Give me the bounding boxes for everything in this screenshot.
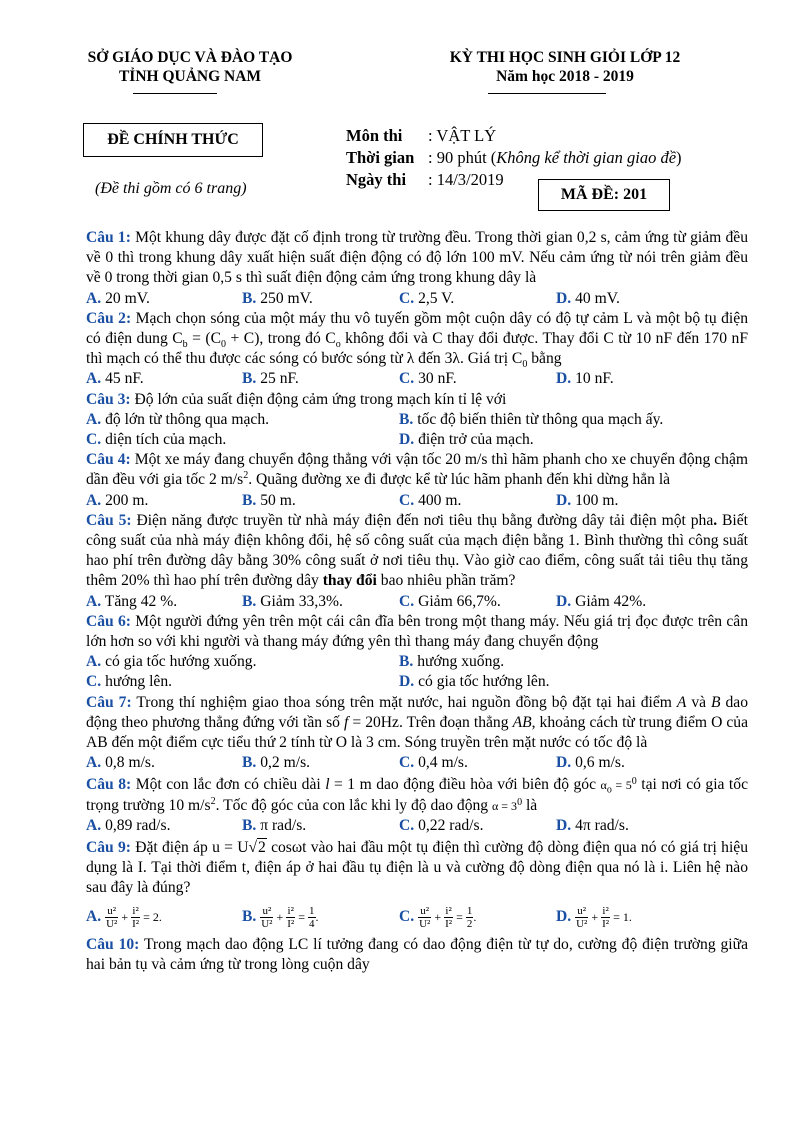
answer-options-3a: [86, 410, 748, 430]
exam-code-box: [538, 179, 670, 211]
option-c[interactable]: C. 0,4 m/s.: [399, 754, 468, 772]
alpha-formula: $\alpha = 3^0$: [492, 796, 523, 813]
option-b[interactable]: B. 25 nF.: [242, 370, 299, 388]
question-5: Câu 5: Điện năng được truyền từ nhà máy điện đến nơi tiêu thụ bằng đường dây tải điện một pha. Biết công suất của nhà máy điện không đổi, hệ số công suất của mạch điện bằng 1. Bình thường thì công suất hao phí trên đường dây bằng 30% công suất ở nơi tiêu thụ. Vào giờ cao điểm, công suất tải tiêu thụ tăng thêm 20% thì hao phí trên đường dây thay đổi bao nhiêu phần trăm?: [86, 511, 749, 590]
option-a[interactable]: A. có gia tốc hướng xuống.: [86, 653, 257, 671]
answer-options-1: [86, 289, 748, 309]
date-label: Ngày thi: [346, 170, 407, 189]
answer-options-8: [86, 816, 748, 836]
option-c[interactable]: C. Giảm 66,7%.: [399, 592, 501, 610]
option-d[interactable]: D. Giảm 42%.: [556, 592, 647, 610]
pages-note: (Đề thi gồm có 6 trang): [95, 180, 247, 197]
exam-title: KỲ THI HỌC SINH GIỎI LỚP 12: [449, 49, 681, 66]
question-10: Câu 10: Trong mạch dao động LC lí tưởng đang có dao động điện từ tự do, cường độ điện trường giữa hai bản tụ và cảm ứng từ trong lòng cuộn dây: [86, 935, 748, 973]
option-b[interactable]: B. 250 mV.: [242, 289, 313, 307]
option-a[interactable]: A. 45 nF.: [86, 370, 144, 388]
question-number: Câu 8:: [86, 776, 132, 794]
answer-options-5: [86, 592, 748, 612]
question-number: Câu 1:: [86, 229, 131, 246]
question-number: Câu 7:: [86, 693, 132, 711]
question-1: [86, 228, 748, 289]
option-c[interactable]: C. diện tích của mạch.: [86, 430, 227, 448]
option-b[interactable]: B. hướng xuống.: [399, 653, 505, 671]
option-a[interactable]: A. 20 mV.: [86, 289, 150, 307]
option-d[interactable]: D. 4π rad/s.: [556, 816, 629, 834]
question-number: Câu 2:: [86, 309, 132, 327]
answer-options-9: [86, 899, 748, 935]
official-exam-box: [83, 123, 263, 157]
answer-options-2: [86, 369, 748, 389]
date-row: [346, 170, 504, 190]
option-d[interactable]: D. 40 mV.: [556, 289, 620, 307]
exam-underline: [488, 93, 606, 94]
official-label: ĐỀ CHÍNH THỨC: [107, 131, 239, 148]
date-value: : 14/3/2019: [428, 170, 504, 189]
sqrt-symbol: √: [248, 838, 258, 856]
option-d[interactable]: D. $\frac{\text{u²}}{\text{U²}}$ + $\frac{\text{i²}}{\text{I²}}$ = 1.: [556, 904, 632, 930]
question-4: Câu 4: Một xe máy đang chuyển động thẳng với vận tốc 20 m/s thì hãm phanh cho xe chuyển động chậm dần đều với gia tốc 2 $m/s^2$. Quãng đường xe đi được kể từ lúc hãm phanh đến khi dừng hẳn là: [86, 451, 748, 489]
question-7: Câu 7: Trong thí nghiệm giao thoa sóng trên mặt nước, hai nguồn đồng bộ đặt tại hai điểm A và B dao động theo phương thẳng đứng với tần số f = 20Hz. Trên đoạn thẳng AB, khoảng cách từ trung điểm O của AB đến một điểm cực tiểu thứ 2 tính từ O là 3 cm. Sóng truyền trên mặt nước có tốc độ là: [86, 693, 749, 751]
option-c[interactable]: C. 30 nF.: [399, 370, 457, 388]
answer-options-6a: [86, 652, 748, 672]
option-c[interactable]: C. $\frac{\text{u²}}{\text{U²}}$ + $\frac{\text{i²}}{\text{I²}}$ = $\frac{1}{2}$ .: [399, 904, 477, 930]
department-underline: [133, 93, 217, 94]
option-b[interactable]: B. tốc độ biến thiên từ thông qua mạch ấy.: [399, 410, 664, 428]
answer-options-6b: [86, 672, 748, 692]
option-a[interactable]: A. 0,8 m/s.: [86, 754, 155, 772]
alpha0-formula: $\alpha_o = 5^0$: [600, 776, 637, 796]
time-label: Thời gian: [346, 148, 415, 167]
time-note: Không kể thời gian giao đề: [496, 148, 677, 167]
exam-code: MÃ ĐỀ: 201: [560, 186, 648, 203]
option-c[interactable]: C. 400 m.: [399, 491, 462, 509]
time-close: ): [676, 148, 682, 167]
option-d[interactable]: D. 0,6 m/s.: [556, 754, 625, 772]
option-d[interactable]: D. điện trở của mạch.: [399, 430, 534, 448]
question-number: Câu 9:: [86, 838, 131, 856]
time-value: : 90 phút (: [428, 148, 497, 167]
school-year: Năm học 2018 - 2019: [496, 68, 634, 85]
option-d[interactable]: D. 100 m.: [556, 491, 619, 509]
question-text: Một khung dây được đặt cố định trong từ trường đều. Trong thời gian 0,2 s, cảm ứng từ giảm đều về 0 thì trong khung dây xuất hiện suất điện động có độ lớn 100 mV. Nếu cảm ứng từ nói trên giảm đều về 0 trong thời gian 0,5 s thì suất điện động cảm ứng trong khung dây là: [86, 229, 748, 287]
sqrt-radicand: 2: [258, 838, 266, 856]
questions: [86, 228, 748, 975]
option-a[interactable]: A. độ lớn từ thông qua mạch.: [86, 410, 270, 428]
subject-label: Môn thi: [346, 126, 403, 145]
option-a[interactable]: A. 200 m.: [86, 491, 149, 509]
option-c[interactable]: C. 2,5 V.: [399, 289, 455, 307]
question-3: Câu 3: Độ lớn của suất điện động cảm ứng trong mạch kín tỉ lệ với: [86, 390, 507, 408]
department-line1: SỞ GIÁO DỤC VÀ ĐÀO TẠO: [87, 49, 293, 66]
question-6: Câu 6: Một người đứng yên trên một cái cân đĩa bên trong một thang máy. Nếu giá trị đọc được trên cân lớn hơn so với khi người và thang máy đứng yên thì thang máy đang chuyển động: [86, 612, 749, 650]
answer-options-7: [86, 753, 748, 773]
department-header: [70, 48, 310, 86]
department-line2: TỈNH QUẢNG NAM: [118, 68, 262, 85]
time-row: [346, 148, 682, 168]
option-b[interactable]: B. π rad/s.: [242, 816, 307, 834]
option-b[interactable]: B. Giảm 33,3%.: [242, 592, 343, 610]
question-9: Câu 9: Đặt điện áp u = U√2 cosωt vào hai đầu một tụ điện thì cường độ dòng điện qua nó có giá trị hiệu dụng là I. Tại thời điểm t, điện áp ở hai đầu tụ điện là u và cường độ dòng điện qua nó là i. Liên hệ nào sau đây là đúng?: [86, 838, 748, 897]
option-b[interactable]: B. $\frac{\text{u²}}{\text{U²}}$ + $\frac{\text{i²}}{\text{I²}}$ = $\frac{1}{4}$ .: [242, 904, 319, 930]
option-c[interactable]: C. 0,22 rad/s.: [399, 816, 484, 834]
subject-row: [346, 126, 496, 146]
question-number: Câu 5:: [86, 511, 132, 529]
answer-options-3b: [86, 430, 748, 450]
question-number: Câu 3:: [86, 390, 131, 408]
question-2: Câu 2: Mạch chọn sóng của một máy thu vô tuyến gồm một cuộn dây có độ tự cảm L và một bộ tụ điện có điện dung $C_b = (C_0 + C)$, trong đó $C_o$ không đổi và C thay đổi được. Thay đổi C từ 10 nF đến 170 nF thì mạch có thể thu được các sóng có bước sóng từ λ đến 3λ. Giá trị $C_0$ bằng: [86, 309, 748, 371]
exam-header: [410, 48, 720, 86]
option-b[interactable]: B. 50 m.: [242, 491, 296, 509]
question-number: Câu 6:: [86, 612, 132, 630]
emphasis: thay đổi: [322, 572, 377, 590]
question-number: Câu 4:: [86, 451, 131, 469]
option-a[interactable]: A. Tăng 42 %.: [86, 592, 178, 610]
option-c[interactable]: C. hướng lên.: [86, 673, 173, 691]
option-b[interactable]: B. 0,2 m/s.: [242, 754, 311, 772]
option-d[interactable]: D. có gia tốc hướng lên.: [399, 673, 550, 691]
option-a[interactable]: A. $\frac{\text{u²}}{\text{U²}}$ + $\frac{\text{i²}}{\text{I²}}$ = 2.: [86, 904, 162, 930]
option-d[interactable]: D. 10 nF.: [556, 370, 614, 388]
question-8: Câu 8: Một con lắc đơn có chiều dài l = 1 m dao động điều hòa với biên độ góc $\alpha_o = 5^0$ tại nơi có gia tốc trọng trường 10 $m/s^2$. Tốc độ góc của con lắc khi ly độ dao động $\alpha = 3^0$ là: [86, 776, 748, 814]
question-number: Câu 10:: [86, 935, 140, 953]
option-a[interactable]: A. 0,89 rad/s.: [86, 816, 171, 834]
subject-value: : VẬT LÝ: [428, 126, 497, 145]
answer-options-4: [86, 491, 748, 511]
